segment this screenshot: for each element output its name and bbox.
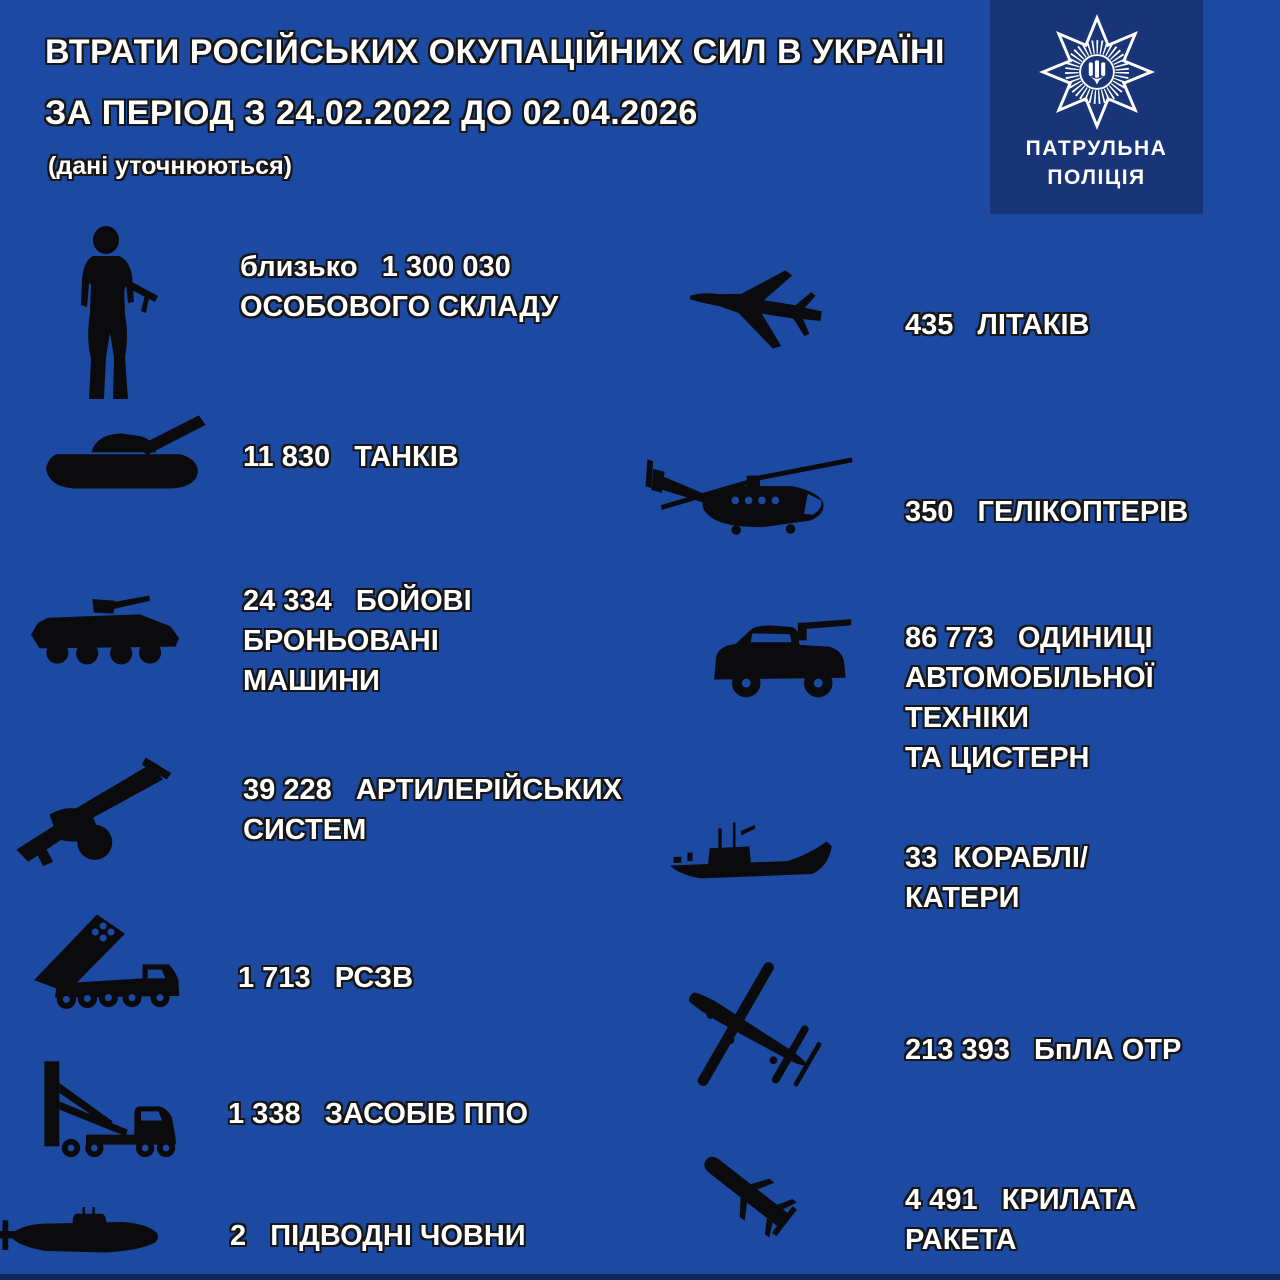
patrol-police-star-badge-icon: [1039, 10, 1155, 134]
apc-icon: [20, 583, 190, 678]
logo-org-line2: ПОЛІЦІЯ: [1047, 166, 1146, 189]
stat-text: 11 830 ТАНКІВ: [243, 441, 459, 473]
stat-text: 213 393 БпЛА ОТР: [905, 1034, 1182, 1066]
mlrs-icon: [20, 900, 195, 1020]
stat-text: 4 491 КРИЛАТА РАКЕТА: [905, 1184, 1137, 1256]
stat-text: близько 1 300 030 ОСОБОВОГО СКЛАДУ: [240, 251, 559, 323]
soldier-icon: [66, 225, 186, 405]
stat-text: 2 ПІДВОДНІ ЧОВНИ: [230, 1220, 526, 1252]
stat-text: 1 713 РСЗВ: [238, 962, 414, 994]
drone-icon: [668, 960, 833, 1105]
patrol-police-logo-panel: [990, 0, 1203, 214]
cruise-missile-icon: [688, 1138, 818, 1256]
warship-icon: [665, 818, 837, 900]
stat-text: 435 ЛІТАКІВ: [905, 309, 1090, 341]
fighter-jet-icon: [685, 253, 830, 368]
stat-text: 24 334 БОЙОВІ БРОНЬОВАНІ МАШИНИ: [243, 585, 472, 697]
stat-text: 33 КОРАБЛІ/ КАТЕРИ: [905, 842, 1088, 914]
stat-text: 1 338 ЗАСОБІВ ППО: [228, 1098, 529, 1130]
air-defense-icon: [22, 1058, 200, 1158]
stat-text: 350 ГЕЛІКОПТЕРІВ: [905, 496, 1189, 528]
artillery-icon: [5, 750, 190, 870]
page-title-line1: ВТРАТИ РОСІЙСЬКИХ ОКУПАЦІЙНИХ СИЛ В УКРАЇНІ: [45, 33, 945, 71]
bottom-bar: [0, 1274, 1280, 1280]
helicopter-icon: [643, 446, 858, 551]
stat-text: 39 228 АРТИЛЕРІЙСЬКИХ СИСТЕМ: [243, 774, 622, 846]
page-title-line2: ЗА ПЕРІОД З 24.02.2022 ДО 02.04.2026: [45, 94, 698, 132]
military-truck-icon: [700, 610, 860, 710]
page-subtitle: (дані уточнюються): [48, 152, 292, 180]
stat-text: 86 773 ОДИНИЦІ АВТОМОБІЛЬНОЇ ТЕХНІКИ ТА ЦИСТЕРН: [905, 622, 1154, 774]
submarine-icon: [0, 1206, 165, 1266]
logo-org-line1: ПАТРУЛЬНА: [1025, 137, 1168, 160]
tank-icon: [25, 403, 215, 498]
